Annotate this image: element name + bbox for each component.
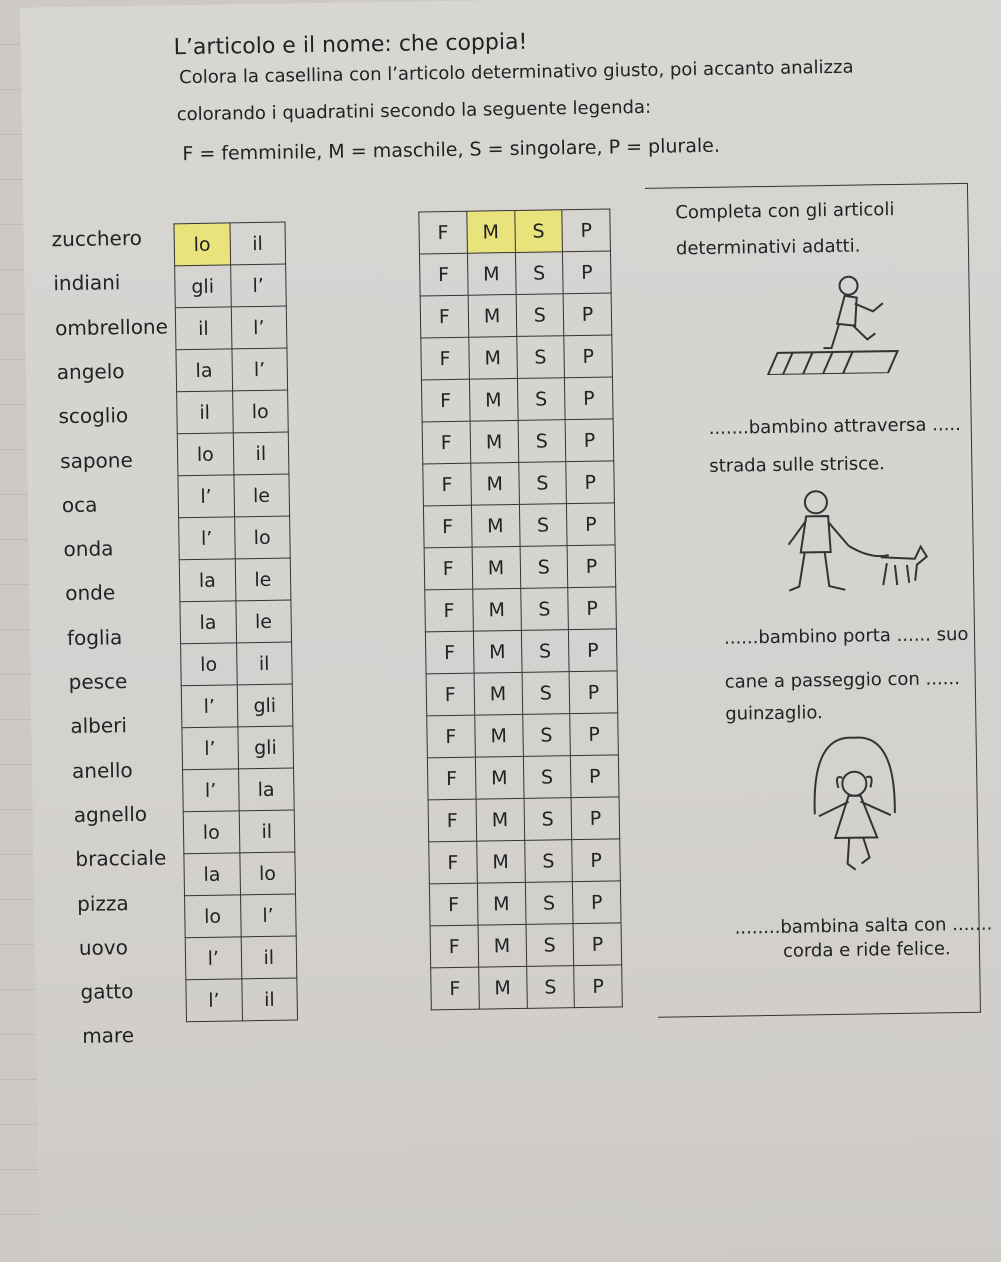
legend-cell[interactable]: M: [468, 294, 516, 337]
article-option-cell[interactable]: l’: [183, 769, 239, 812]
article-option-cell[interactable]: l’: [185, 937, 241, 980]
legend-cell[interactable]: S: [521, 630, 569, 673]
legend-cell[interactable]: F: [428, 799, 476, 842]
legend-cell[interactable]: M: [476, 798, 524, 841]
legend-cell[interactable]: F: [422, 421, 470, 464]
article-option-cell[interactable]: l’: [179, 517, 235, 560]
sentence-1a: .......bambino attraversa .....: [708, 413, 961, 439]
legend-cell[interactable]: M: [469, 336, 517, 379]
legend-cell[interactable]: S: [518, 462, 566, 505]
article-option-cell[interactable]: le: [235, 558, 291, 601]
legend-cell[interactable]: P: [571, 797, 619, 840]
article-row: [184, 852, 296, 896]
gender-number-row: [421, 335, 613, 380]
article-option-cell[interactable]: gli: [175, 265, 231, 308]
article-row: [181, 684, 293, 728]
gender-number-row: [423, 461, 615, 506]
legend-cell[interactable]: P: [565, 377, 613, 420]
article-row: [182, 726, 294, 770]
worksheet-title: L’articolo e il nome: che coppia!: [173, 29, 528, 61]
legend-cell[interactable]: S: [516, 336, 564, 379]
legend-cell[interactable]: F: [425, 589, 473, 632]
sentence-1b: strada sulle strisce.: [709, 453, 886, 477]
legend-cell[interactable]: S: [522, 672, 570, 715]
gender-number-row: [424, 545, 616, 590]
gender-number-row: [419, 209, 611, 254]
instruction-line-2: colorando i quadratini secondo la seguente legenda:: [176, 96, 652, 126]
gender-number-row: [427, 755, 619, 800]
legend-cell[interactable]: P: [563, 251, 611, 294]
legend-cell[interactable]: F: [430, 925, 478, 968]
legend-cell[interactable]: P: [571, 755, 619, 798]
legend-cell[interactable]: P: [573, 881, 621, 924]
noun-word: bracciale: [75, 845, 167, 872]
noun-word: uovo: [78, 934, 128, 960]
article-option-cell[interactable]: l’: [231, 348, 287, 391]
article-row: [183, 810, 295, 854]
legend-cell[interactable]: M: [478, 924, 526, 967]
legend-cell[interactable]: F: [421, 337, 469, 380]
legend-cell[interactable]: M: [473, 630, 521, 673]
legend-cell[interactable]: P: [567, 503, 615, 546]
legend-cell[interactable]: S: [520, 546, 568, 589]
gender-number-row: [429, 839, 621, 884]
noun-word: onde: [65, 580, 116, 606]
legend-cell[interactable]: F: [426, 673, 474, 716]
gender-number-row: [428, 797, 620, 842]
legend-cell[interactable]: M: [472, 588, 520, 631]
article-row: [176, 348, 288, 392]
article-option-cell[interactable]: lo: [185, 895, 241, 938]
sentence-3b: corda e ride felice.: [782, 938, 951, 962]
legend-cell[interactable]: P: [563, 293, 611, 336]
article-option-cell[interactable]: l’: [182, 727, 238, 770]
gender-number-row: [430, 923, 622, 968]
legend-cell[interactable]: F: [423, 463, 471, 506]
article-option-cell[interactable]: il: [239, 810, 295, 853]
legend-cell[interactable]: M: [477, 882, 525, 925]
article-option-cell[interactable]: gli: [237, 684, 293, 727]
legend-cell[interactable]: F: [429, 841, 477, 884]
instruction-line-1: Colora la casellina con l’articolo determinativo giusto, poi accanto analizza: [179, 56, 854, 89]
panel-title-2: determinativi adatti.: [675, 235, 861, 260]
legend-cell[interactable]: S: [515, 252, 563, 295]
article-option-cell[interactable]: il: [236, 642, 292, 685]
article-option-cell[interactable]: lo: [232, 390, 288, 433]
legend-cell[interactable]: M: [471, 462, 519, 505]
legend-cell[interactable]: S: [518, 420, 566, 463]
gender-number-row: [431, 965, 623, 1010]
noun-word: pesce: [68, 669, 128, 695]
article-option-cell[interactable]: lo: [183, 811, 239, 854]
article-row: [183, 768, 295, 812]
legend-cell[interactable]: S: [524, 798, 572, 841]
noun-word: agnello: [73, 801, 148, 827]
legend-cell[interactable]: S: [519, 504, 567, 547]
worksheet-header: [20, 0, 1001, 166]
legend-cell[interactable]: M: [467, 210, 515, 253]
noun-word: sapone: [59, 447, 133, 473]
gender-number-row: [429, 881, 621, 926]
legend-cell[interactable]: M: [470, 420, 518, 463]
legend-cell[interactable]: F: [421, 379, 469, 422]
legend-cell[interactable]: S: [520, 588, 568, 631]
article-option-cell[interactable]: lo: [239, 852, 295, 895]
article-row: [174, 222, 286, 266]
article-row: [185, 936, 297, 980]
legend-cell[interactable]: P: [569, 671, 617, 714]
legend-cell[interactable]: P: [565, 419, 613, 462]
article-option-cell[interactable]: l’: [178, 475, 234, 518]
legend-cell[interactable]: S: [524, 840, 572, 883]
article-choice-table: [173, 222, 298, 1023]
article-row: [178, 474, 290, 518]
noun-word: pizza: [76, 890, 129, 916]
legend-cell[interactable]: F: [425, 631, 473, 674]
girl-jumping-rope-drawing-icon: [804, 733, 907, 895]
article-option-cell[interactable]: l’: [181, 685, 237, 728]
article-row: [177, 432, 289, 476]
noun-word: ombrellone: [54, 314, 169, 340]
article-option-cell[interactable]: l’: [231, 306, 287, 349]
gender-number-row: [427, 713, 619, 758]
article-option-cell[interactable]: il: [233, 432, 289, 475]
article-option-cell[interactable]: il: [241, 936, 297, 979]
legend-cell[interactable]: M: [472, 546, 520, 589]
worksheet: [20, 0, 1001, 1262]
legend-cell[interactable]: F: [424, 547, 472, 590]
noun-word: gatto: [80, 979, 134, 1004]
article-row: [175, 264, 287, 308]
gender-number-row: [421, 377, 613, 422]
article-option-cell[interactable]: lo: [234, 516, 290, 559]
legend-cell[interactable]: P: [570, 713, 618, 756]
article-option-cell[interactable]: le: [235, 600, 291, 643]
gender-number-row: [425, 587, 617, 632]
legend-cell[interactable]: M: [476, 840, 524, 883]
legend-cell[interactable]: P: [562, 209, 610, 252]
noun-word: foglia: [66, 624, 123, 650]
gender-number-row: [423, 503, 615, 548]
legend-cell[interactable]: S: [523, 756, 571, 799]
article-option-cell[interactable]: la: [184, 853, 240, 896]
legend-cell[interactable]: M: [469, 378, 517, 421]
legend-cell[interactable]: P: [569, 629, 617, 672]
legend-cell[interactable]: F: [420, 295, 468, 338]
sentence-2c: guinzaglio.: [725, 702, 823, 725]
legend-cell[interactable]: M: [474, 714, 522, 757]
legend-cell[interactable]: S: [517, 378, 565, 421]
legend-cell[interactable]: P: [574, 965, 622, 1008]
article-option-cell[interactable]: la: [176, 349, 232, 392]
panel-title-1: Completa con gli articoli: [675, 198, 895, 224]
article-option-cell[interactable]: gli: [237, 726, 293, 769]
article-option-cell[interactable]: la: [238, 768, 294, 811]
article-row: [186, 978, 298, 1022]
noun-word: alberi: [70, 713, 128, 739]
article-row: [179, 516, 291, 560]
article-option-cell[interactable]: il: [229, 222, 285, 265]
gender-number-row: [419, 251, 611, 296]
article-row: [179, 558, 291, 602]
legend-cell[interactable]: P: [568, 587, 616, 630]
legend-cell[interactable]: P: [564, 335, 612, 378]
article-row: [185, 894, 297, 938]
legend-cell[interactable]: P: [567, 545, 615, 588]
fill-in-panel: [645, 183, 993, 1018]
legend-cell[interactable]: S: [525, 882, 573, 925]
article-row: [175, 306, 287, 350]
article-row: [181, 642, 293, 686]
legend-cell[interactable]: F: [423, 505, 471, 548]
noun-word: angelo: [56, 359, 125, 385]
legend-cell[interactable]: F: [419, 211, 467, 254]
legend-cell[interactable]: S: [522, 714, 570, 757]
legend-cell[interactable]: M: [474, 672, 522, 715]
sentence-2a: ......bambino porta ...... suo: [723, 623, 969, 649]
article-option-cell[interactable]: la: [179, 559, 235, 602]
legend-cell[interactable]: F: [427, 757, 475, 800]
legend-cell[interactable]: M: [478, 966, 526, 1009]
article-row: [180, 600, 292, 644]
legend-cell[interactable]: P: [566, 461, 614, 504]
legend-cell[interactable]: S: [526, 924, 574, 967]
article-option-cell[interactable]: il: [241, 978, 297, 1021]
article-option-cell[interactable]: l’: [230, 264, 286, 307]
legend-cell[interactable]: F: [429, 883, 477, 926]
legend-cell[interactable]: S: [516, 294, 564, 337]
noun-word: oca: [61, 492, 98, 517]
legend-cell[interactable]: F: [419, 253, 467, 296]
legend-cell[interactable]: P: [573, 923, 621, 966]
article-option-cell[interactable]: l’: [186, 979, 242, 1022]
article-option-cell[interactable]: le: [233, 474, 289, 517]
article-option-cell[interactable]: l’: [240, 894, 296, 937]
noun-word: anello: [71, 757, 133, 783]
legend-cell[interactable]: F: [431, 967, 479, 1010]
article-option-cell[interactable]: il: [175, 307, 231, 350]
boy-walking-dog-drawing-icon: [770, 484, 932, 601]
article-option-cell[interactable]: la: [180, 601, 236, 644]
article-option-cell[interactable]: lo: [177, 433, 233, 476]
gender-number-row: [422, 419, 614, 464]
sentence-2b: cane a passeggio con ......: [724, 668, 961, 693]
article-row: [177, 390, 289, 434]
noun-word: zucchero: [51, 225, 143, 252]
legend-cell[interactable]: M: [475, 756, 523, 799]
article-option-cell[interactable]: lo: [181, 643, 237, 686]
legend-cell[interactable]: M: [467, 252, 515, 295]
legend-cell[interactable]: P: [572, 839, 620, 882]
legend-cell[interactable]: S: [526, 966, 574, 1009]
gender-number-row: [426, 671, 618, 716]
gender-number-row: [425, 629, 617, 674]
legend-cell[interactable]: M: [471, 504, 519, 547]
boy-crossing-street-drawing-icon: [756, 273, 908, 375]
noun-word: mare: [82, 1023, 135, 1049]
article-option-cell[interactable]: il: [177, 391, 233, 434]
gender-number-row: [420, 293, 612, 338]
sentence-3a: ........bambina salta con .......: [734, 913, 993, 939]
legend-line: F = femminile, M = maschile, S = singolare, P = plurale.: [182, 134, 721, 166]
noun-word: indiani: [53, 270, 121, 296]
gender-number-table: [418, 208, 623, 1010]
noun-word: onda: [63, 536, 114, 562]
noun-word: scoglio: [58, 403, 129, 429]
legend-cell[interactable]: F: [427, 715, 475, 758]
legend-cell[interactable]: S: [514, 210, 562, 253]
article-option-cell[interactable]: lo: [174, 223, 230, 266]
